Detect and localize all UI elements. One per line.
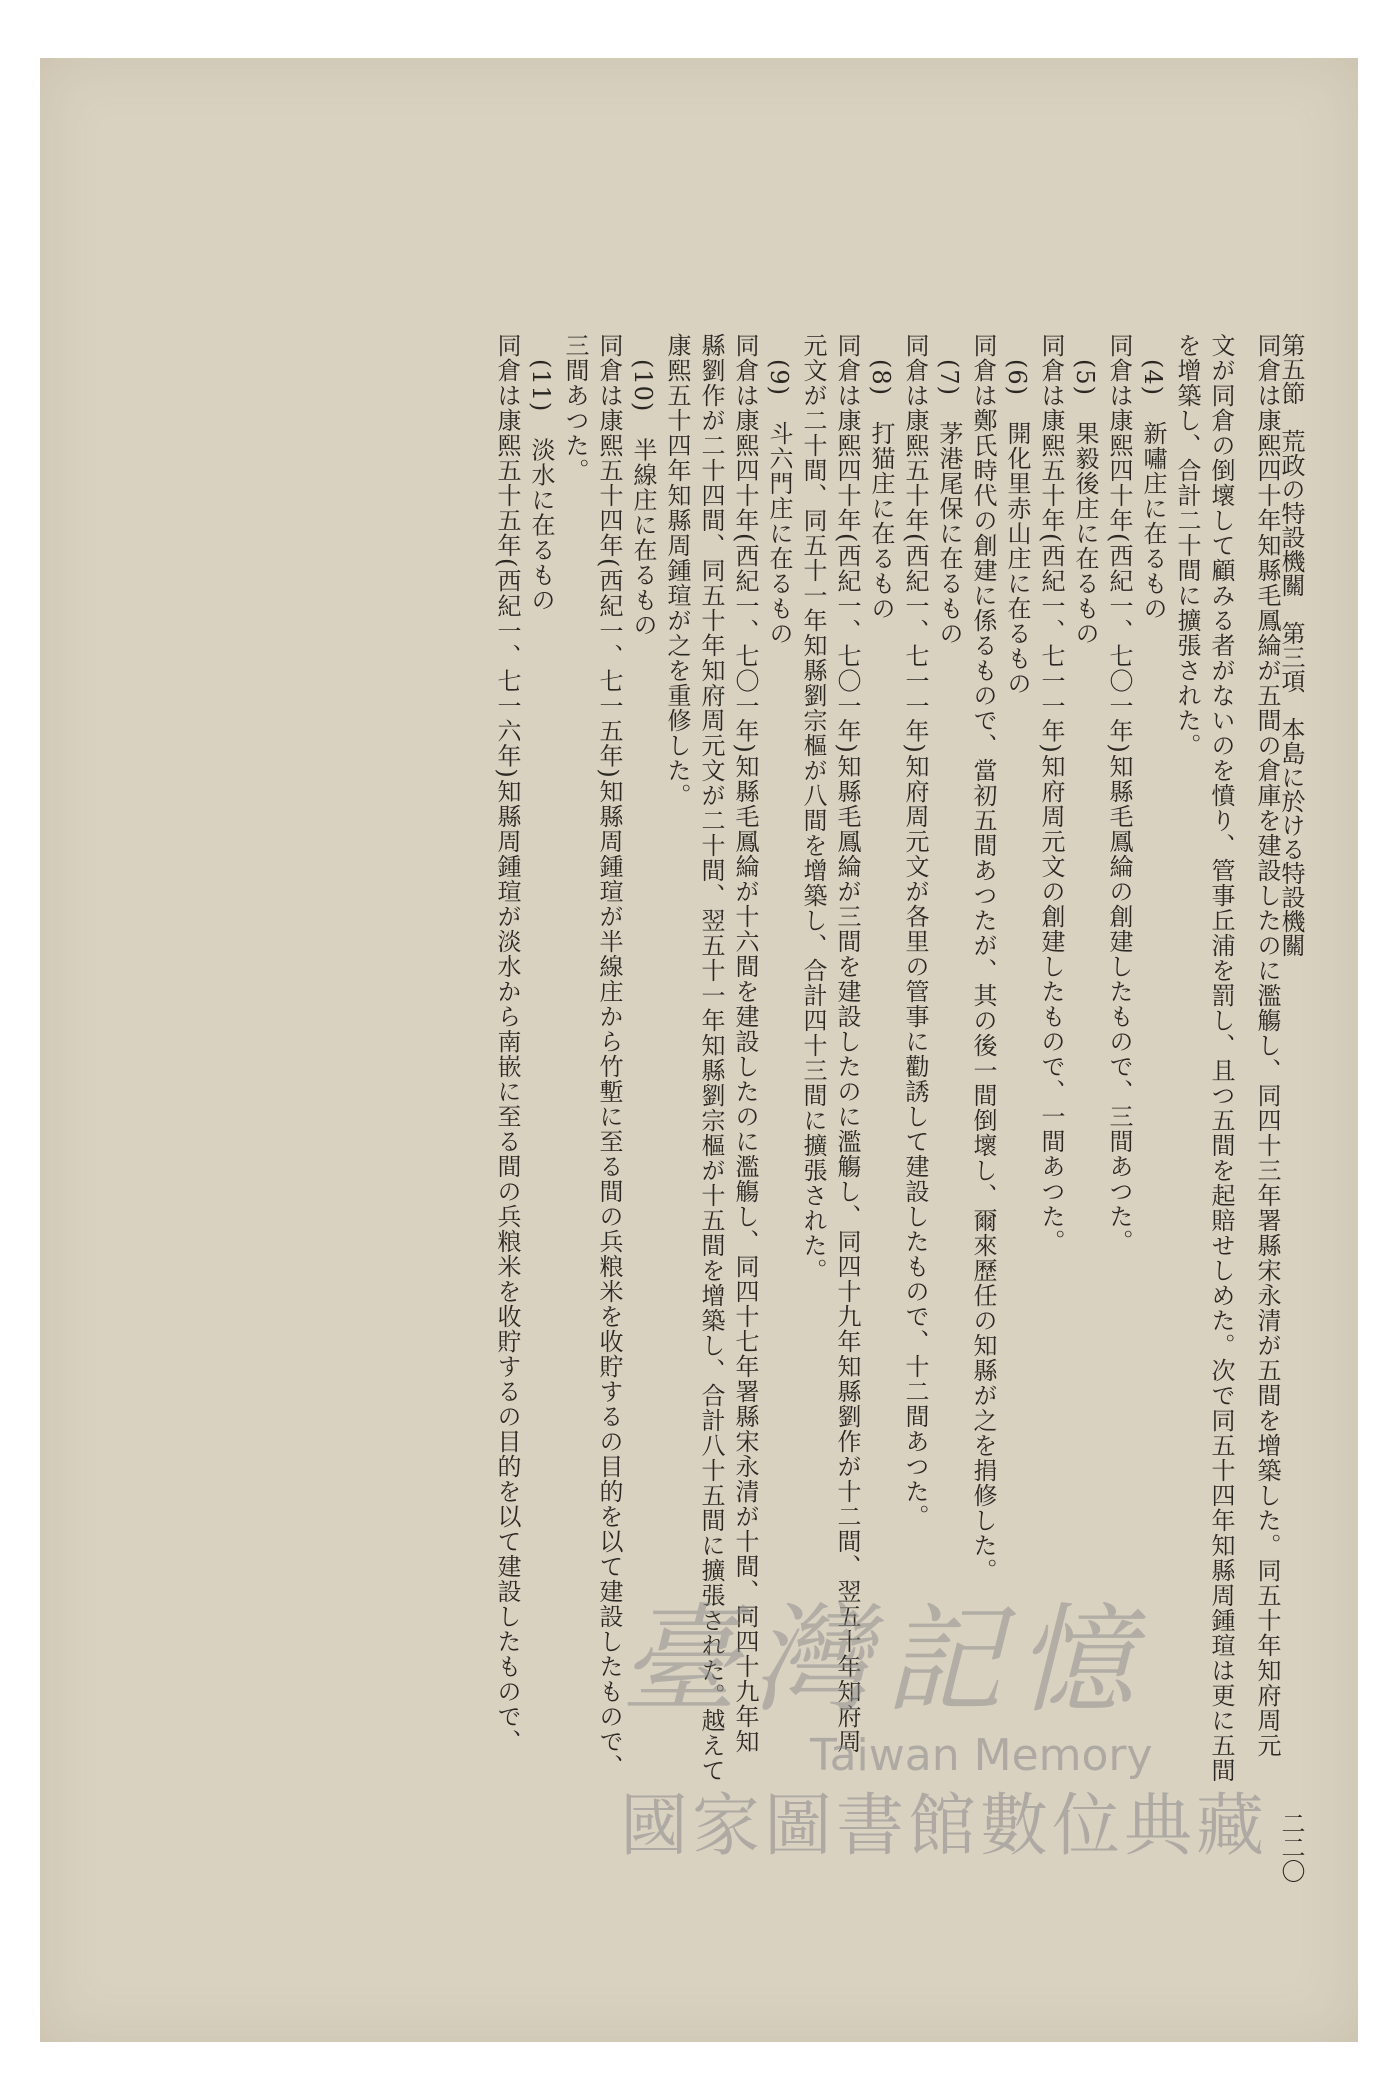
section-heading: (11) 淡水に在るもの bbox=[527, 359, 555, 613]
text-column: 同倉は康熙五十四年(西紀一、七一五年)知縣周鍾瑄が半線庄から竹塹に至る間の兵粮米を收貯するの目的を以て建設したもので、 bbox=[595, 333, 623, 1779]
watermark-english: Taiwan Memory bbox=[810, 1730, 1153, 1781]
section-heading: (5) 果毅後庄に在るもの bbox=[1071, 359, 1099, 646]
text-column: 縣劉作が二十四間、同五十年知府周元文が二十間、翌五十一年知縣劉宗樞が十五間を增築し、合計八十五間に擴張された。越えて bbox=[697, 333, 725, 1783]
section-heading: (10) 半線庄に在るもの bbox=[629, 359, 657, 638]
section-heading: (8) 打猫庄に在るもの bbox=[867, 359, 895, 621]
watermark-institution: 國家圖書館數位典藏 bbox=[620, 1787, 1269, 1866]
text-column: 同倉は康熙四十年知縣毛鳳綸が五間の倉庫を建設したのに濫觴し、同四十三年署縣宋永清が五間を增築した。同五十年知府周元 bbox=[1253, 333, 1281, 1758]
text-column: を增築し、合計二十間に擴張された。 bbox=[1173, 333, 1201, 758]
section-heading: (9) 斗六門庄に在るもの bbox=[765, 359, 793, 646]
text-column: 三間あつた。 bbox=[561, 333, 589, 483]
text-column: 同倉は康熙四十年(西紀一、七〇一年)知縣毛鳳綸が十六間を建設したのに濫觴し、同四十七年署縣宋永清が十間、同四十九年知 bbox=[731, 333, 759, 1754]
section-heading: (4) 新嘯庄に在るもの bbox=[1139, 359, 1167, 621]
text-column: 文が同倉の倒壞して顧みる者がないのを憤り、管事丘浦を罰し、且つ五間を起賠せしめた。次で同五十四年知縣周鍾瑄は更に五間 bbox=[1207, 333, 1235, 1783]
running-head: 第五節 荒政の特設機關 第三項 本島に於ける特設機關 bbox=[1277, 333, 1305, 957]
text-column: 同倉は鄭氏時代の創建に係るもので、當初五間あつたが、其の後一間倒壞し、爾來歷任の知縣が之を捐修した。 bbox=[969, 333, 997, 1583]
body-text bbox=[490, 333, 1284, 1883]
book-page bbox=[40, 58, 1358, 2042]
text-column: 同倉は康熙四十年(西紀一、七〇一年)知縣毛鳳綸が三間を建設したのに濫觴し、同四十九年知縣劉作が十二間、翌五十年知府周 bbox=[833, 333, 861, 1754]
watermark-brand: 臺灣記憶 bbox=[620, 1591, 1149, 1729]
page-number: 二二〇 bbox=[1277, 1811, 1305, 1883]
section-heading: (6) 開化里赤山庄に在るもの bbox=[1003, 359, 1031, 696]
text-column: 同倉は康熙五十年(西紀一、七一一年)知府周元文が各里の管事に勸誘して建設したもので、十二間あつた。 bbox=[901, 333, 929, 1529]
text-column: 康熙五十四年知縣周鍾瑄が之を重修した。 bbox=[663, 333, 691, 808]
text-column: 同倉は康熙四十年(西紀一、七〇一年)知縣毛鳳綸の創建したもので、三間あつた。 bbox=[1105, 333, 1133, 1254]
section-heading: (7) 茅港尾保に在るもの bbox=[935, 359, 963, 646]
text-column: 同倉は康熙五十年(西紀一、七一一年)知府周元文の創建したもので、一間あつた。 bbox=[1037, 333, 1065, 1254]
text-column: 元文が二十間、同五十一年知縣劉宗樞が八間を增築し、合計四十三間に擴張された。 bbox=[799, 333, 827, 1283]
text-column: 同倉は康熙五十五年(西紀一、七一六年)知縣周鍾瑄が淡水から南嵌に至る間の兵粮米を收貯するの目的を以て建設したもので、 bbox=[493, 333, 521, 1754]
